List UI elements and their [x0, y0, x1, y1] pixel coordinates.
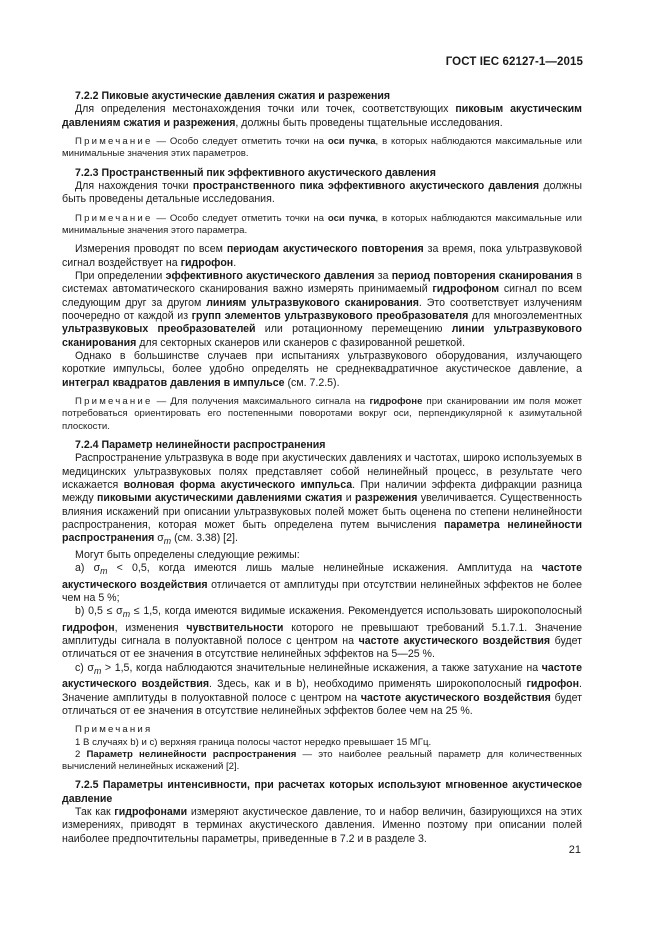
bold-term: параметра нелинейности распространения	[62, 518, 582, 545]
text-run: за	[374, 269, 392, 282]
note-item	[62, 737, 582, 749]
notes-label: Примечания	[75, 724, 153, 736]
text-run: , в которых наблюдаются максимальные или минимальные значения этих параметров.	[62, 136, 582, 160]
text-run: (см. 3.38) [2].	[171, 532, 238, 545]
subscript: m	[163, 536, 172, 547]
bold-term: чувствительности	[186, 621, 284, 634]
bold-term: оси пучка	[327, 136, 376, 148]
text-run: Так как	[75, 806, 115, 819]
text-run: отличается от амплитуды при отсутствии нелинейных эффектов не более чем на 5 %;	[62, 578, 582, 604]
text-run: которого не превышают требований 5.1.7.1. Значение амплитуды сигнала в полуоктавной полосе с центром на	[62, 621, 583, 648]
bold-term: интеграл квадратов давления в импульсе	[62, 376, 285, 389]
note-label: Примечание	[75, 396, 153, 408]
text-run: , должны быть проведены тщательные исследования.	[235, 116, 503, 129]
text-run: Могут быть определены следующие режимы:	[75, 548, 300, 561]
text-run: При определении	[75, 269, 166, 282]
subscript: m	[122, 609, 131, 620]
text-run: — Особо следует отметить точки на	[152, 136, 328, 148]
bold-term: период повторения сканирования	[391, 269, 574, 282]
text-run: Для определения местонахождения точки или точек, соответствующих	[75, 103, 456, 116]
text-run: Для нахождения точки	[75, 179, 193, 192]
section-7-2-5-title: 7.2.5 Параметры интенсивности, при расчетах которых используют мгновенное акустическое давление	[62, 779, 582, 805]
paragraph	[62, 452, 582, 549]
list-item-c	[62, 662, 582, 718]
bold-term: периодам акустического повторения	[226, 243, 424, 256]
subscript: m	[100, 566, 108, 577]
bold-term: линиям ультразвукового сканирования	[206, 296, 419, 309]
note-label: Примечание	[75, 136, 153, 148]
list-item-b	[62, 605, 582, 661]
bold-term: частоте акустического воздействия	[62, 562, 582, 591]
text-run: или ротационному перемещению	[255, 323, 452, 336]
text-run: — это наиболее реальный параметр для количественных вычислений нелинейных искажений [2].	[62, 748, 582, 773]
text-run: будет отличаться от ее значения в отсутствие нелинейных эффектов на 5—25 %.	[62, 635, 582, 661]
section-7-2-2-title: 7.2.2 Пиковые акустические давления сжатия и разрежения	[75, 90, 391, 102]
text-run: b) 0,5 ≤ σ	[75, 605, 123, 618]
text-run: будет отличаться от ее значения в отсутствие нелинейных эффектов более чем на 25 %.	[62, 691, 582, 717]
text-run: увеличивается. Существенность влияния искажений при описании ультразвуковых полей может быть оценена по степени нелинейности распространения, которая может быть определена путем вычисления	[62, 492, 582, 531]
bold-term: оси пучка	[327, 212, 376, 224]
text-run: c) σ	[75, 661, 94, 674]
text-run: — Для получения максимального сигнала на	[152, 396, 370, 408]
bold-term: разрежения	[355, 492, 418, 505]
bold-term: групп элементов ультразвукового преобразователя	[191, 309, 469, 322]
paragraph	[62, 180, 582, 207]
note	[62, 213, 582, 238]
text-run: 1 В случаях b) и c) верхняя граница полосы частот нередко превышает 15 МГц.	[75, 736, 432, 748]
bold-term: гидрофон	[526, 678, 580, 691]
text-run: для многоэлементных	[468, 309, 583, 322]
text-run: .	[233, 256, 237, 269]
text-run: Однако в большинстве случаев при испытаниях ультразвукового оборудования, излучающего короткие импульсы, более удобно определять не среднеквадратичное акустическое давление, а	[62, 350, 582, 376]
bold-term: частоте акустического воздействия	[62, 661, 582, 691]
bold-term: пространственного пика эффективного акустического давления	[192, 179, 540, 192]
text-run: . Значение амплитуды в полуоктавной полосе с центром на	[62, 678, 582, 704]
text-run: σ	[154, 532, 164, 545]
section-7-2-3-title: 7.2.3 Пространственный пик эффективного акустического давления	[75, 166, 436, 179]
text-run: < 0,5, когда имеются лишь малые нелинейные искажения. Амплитуда на	[107, 562, 542, 575]
note-label: Примечание	[75, 212, 153, 224]
bold-term: частоте акустического воздействия	[358, 635, 551, 648]
bold-term: гидрофон	[62, 621, 115, 634]
bold-term: волновая форма акустического импульса	[123, 478, 353, 491]
page-number: 21	[568, 844, 581, 856]
bold-term: пиковыми акустическими давлениями сжатия	[97, 492, 343, 505]
bold-term: линии ультразвукового сканирования	[62, 323, 582, 349]
text-run: Измерения проводят по всем	[75, 243, 227, 256]
text-run: в системах автоматического сканирования важно измерять принимаемый	[62, 269, 582, 296]
bold-term: эффективного акустического давления	[165, 269, 375, 282]
text-run: сигнал по всем следующим друг за другом	[62, 283, 582, 309]
text-run: > 1,5, когда наблюдаются значительные нелинейные искажения, а также затухание на	[101, 661, 542, 674]
text-run: за время, пока ультразвуковой сигнал воздействует на	[62, 243, 582, 269]
page-content	[62, 90, 582, 846]
text-run: . Это соответствует излучениям поочередно от каждой из	[62, 296, 582, 322]
paragraph	[62, 350, 582, 390]
text-run: для секторных сканеров или сканеров с фазированной решеткой.	[136, 336, 466, 349]
bold-term: Параметр нелинейности распространения	[86, 748, 297, 760]
text-run: Распространение ультразвука в воде при акустических давлениях и частотах, широко используемых в медицинских ультразвуковых полях представляет собой нелинейный процесс, в результате чего искажается	[62, 452, 582, 491]
paragraph	[62, 806, 582, 846]
bold-term: гидрофоне	[369, 396, 423, 408]
text-run: должны быть проведены детальные исследования.	[62, 179, 582, 206]
text-run: и	[342, 492, 356, 505]
text-run: a) σ	[75, 562, 101, 575]
section-7-2-4-title: 7.2.4 Параметр нелинейности распространения	[75, 438, 326, 451]
bold-term: пиковым акустическим давлениям сжатия и разрежения	[62, 103, 582, 129]
text-run: при сканировании им поля может потребоваться ориентировать его постепенными поворотами вокруг оси, перпендикулярной к азимутальной плоскости.	[62, 396, 582, 432]
note-item	[62, 749, 582, 774]
text-run: 2	[75, 748, 87, 760]
text-run: (см. 7.2.5).	[284, 376, 340, 389]
text-run: , изменения	[114, 621, 187, 634]
paragraph	[62, 243, 582, 270]
note	[62, 396, 582, 433]
text-run: , в которых наблюдаются максимальные или минимальные значения этого параметра.	[62, 212, 582, 236]
standard-header: ГОСТ IEC 62127-1—2015	[445, 56, 583, 68]
bold-term: гидрофон	[180, 256, 234, 269]
text-run: . При наличии эффекта дифракции разница между	[62, 478, 582, 505]
note	[62, 136, 582, 161]
bold-term: ультразвуковых преобразователей	[62, 323, 256, 336]
text-run: ≤ 1,5, когда имеются видимые искажения. Рекомендуется использовать широкополосный	[130, 605, 582, 618]
list-item-a	[62, 562, 582, 605]
text-run: измеряют акустическое давление, то и набор величин, базирующихся на этих измерениях, приводят в терминах акустического давления. Именно поэтому при описании полей наиболее предпочтительны параметры, приведенные в 7.2 и в разделе 3.	[62, 806, 583, 845]
text-run: — Особо следует отметить точки на	[152, 212, 328, 224]
bold-term: гидрофоном	[432, 283, 500, 296]
paragraph	[62, 549, 582, 562]
paragraph	[62, 103, 582, 130]
subscript: m	[93, 665, 102, 676]
text-run: . Здесь, как и в b), необходимо применять широкополосный	[209, 678, 527, 691]
paragraph	[62, 270, 582, 350]
bold-term: гидрофонами	[114, 806, 188, 819]
bold-term: частоте акустического воздействия	[360, 691, 551, 704]
